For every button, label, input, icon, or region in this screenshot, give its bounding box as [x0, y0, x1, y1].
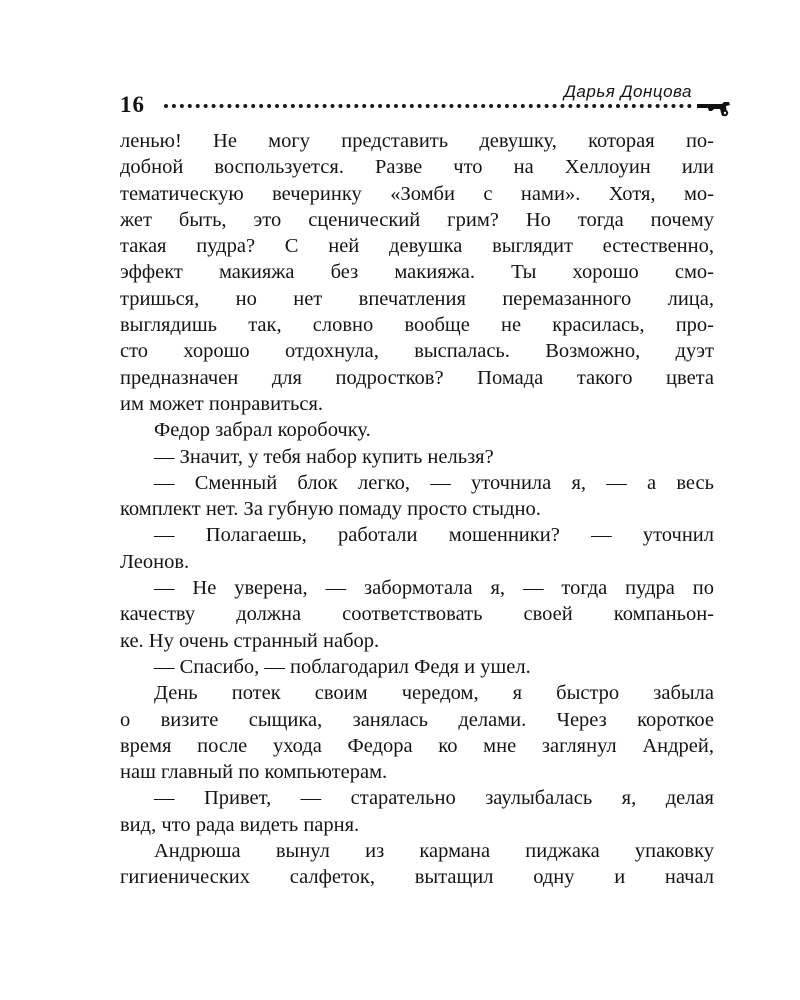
text-line: комплект нет. За губную помаду просто стыдно. [120, 498, 541, 521]
text-line: — Полагаешь, работали мошенники? — уточнил [154, 524, 714, 547]
text-line: качеству должна соответствовать своей компаньон- [120, 603, 714, 626]
text-line: о визите сыщика, занялась делами. Через короткое [120, 708, 714, 731]
text-line: тришься, но нет впечатления перемазанного лица, [120, 287, 714, 310]
text-line: Леонов. [120, 550, 190, 573]
text-line: — Не уверена, — забормотала я, — тогда пудра по [154, 577, 714, 600]
text-line: наш главный по компьютерам. [120, 761, 388, 784]
text-line: время после ухода Федора ко мне заглянул Андрей, [120, 734, 714, 757]
text-line: гигиенических салфеток, вытащил одну и начал [120, 866, 714, 889]
text-line: Федор забрал коробочку. [154, 419, 371, 442]
text-line: предназначен для подростков? Помада такого цвета [120, 366, 714, 389]
text-line: — Значит, у тебя набор купить нельзя? [154, 445, 494, 468]
text-line: — Сменный блок легко, — уточнила я, — а весь [154, 471, 714, 494]
text-line: ленью! Не могу представить девушку, которая по- [120, 130, 714, 152]
body-text [120, 128, 714, 891]
text-line: — Привет, — старательно заулыбалась я, делая [154, 787, 714, 810]
text-line: — Спасибо, — поблагодарил Федя и ушел. [154, 655, 531, 678]
text-line: эффект макияжа без макияжа. Ты хорошо смо- [120, 261, 714, 284]
text-line: им может понравиться. [120, 392, 324, 415]
text-line: жет быть, это сценический грим? Но тогда почему [120, 208, 714, 231]
text-line: добной воспользуется. Разве что на Хеллоуин или [120, 156, 714, 179]
text-line: такая пудра? С ней девушка выглядит естественно, [120, 235, 714, 258]
text-line: вид, что рада видеть парня. [120, 813, 360, 836]
pistol-icon [696, 98, 732, 120]
running-author: Дарья Донцова [563, 82, 692, 101]
text-line: День потек своим чередом, я быстро забыла [154, 682, 714, 705]
text-line: Андрюша вынул из кармана пиджака упаковку [154, 840, 714, 863]
text-line: ке. Ну очень странный набор. [120, 629, 380, 652]
page-number: 16 [120, 92, 145, 117]
text-line: тематическую вечеринку «Зомби с нами». Хотя, мо- [120, 182, 714, 205]
text-line: выглядишь так, словно вообще не красилась, про- [120, 314, 714, 337]
running-header [120, 84, 732, 124]
dotted-leader [164, 104, 692, 108]
text-line: сто хорошо отдохнула, выспалась. Возможно, дуэт [120, 340, 714, 363]
